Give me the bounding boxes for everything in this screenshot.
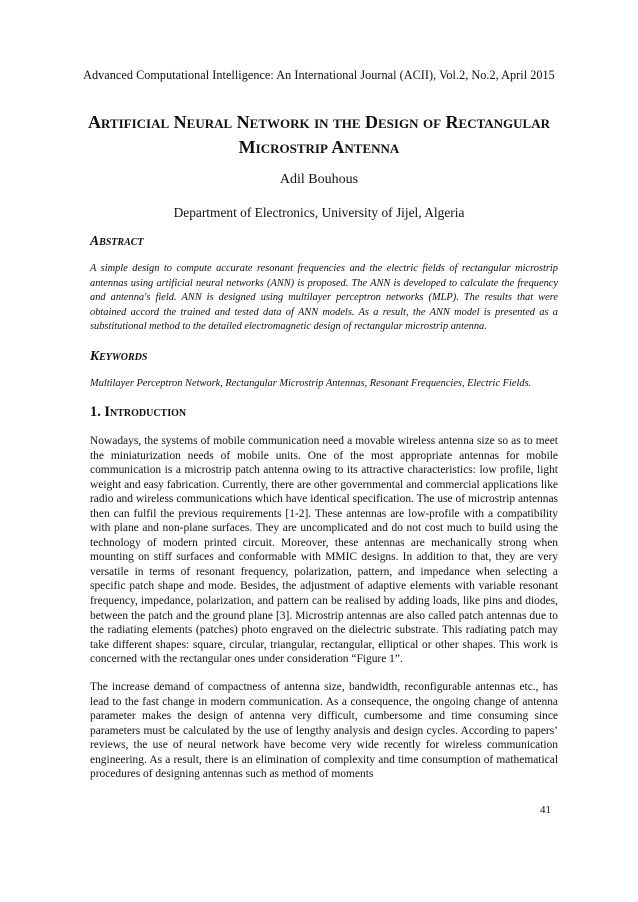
abstract-text: A simple design to compute accurate resonant frequencies and the electric fields of rectangular microstrip antennas using artificial neural networks (ANN) is proposed. The ANN is developed to calculate the frequency and antenna's field. ANN is designed using multilayer perceptron networks (MLP). The results that were obtained accord the trained and tested data of ANN models. As a result, the ANN model is presented as a substitutional method to the detailed electromagnetic design of rectangular microstrip antenna. [90, 263, 558, 333]
author-name: Adil Bouhous [279, 172, 359, 187]
page-number: 41 [540, 804, 551, 816]
abstract-heading: Abstract [90, 233, 144, 248]
introduction-heading: 1. Introduction [90, 404, 187, 420]
keywords-heading: Keywords [90, 348, 148, 363]
introduction-paragraph-2: The increase demand of compactness of antenna size, bandwidth, reconfigurable antennas etc., has lead to the fast change in modern communication. As a consequence, the ongoing change of antenna parameter makes the design of antenna very difficult, cumbersome and time consuming since parameters must be calculated by the use of lengthy analysis and design cycles. According to papers’ reviews, the use of neural network have become very wide recently for wireless communication engineering. As a result, there is an elimination of complexity and time consumption of mathematical procedures of designing antennas such as method of moments [90, 681, 558, 781]
running-header: Advanced Computational Intelligence: An International Journal (ACII), Vol.2, No.2, April 2015 [83, 68, 555, 82]
author-affiliation: Department of Electronics, University of Jijel, Algeria [173, 205, 465, 220]
keywords-text: Multilayer Perceptron Network, Rectangular Microstrip Antennas, Resonant Frequencies, Electric Fields. [90, 378, 532, 389]
paper-title: Artificial Neural Network in the Design of Rectangular Microstrip Antenna [87, 112, 551, 157]
introduction-paragraph-1: Nowadays, the systems of mobile communication need a movable wireless antenna size so as to meet the miniaturization needs of mobile units. One of the most appropriate antennas for mobile communication is a microstrip patch antenna owing to its attractive characteristics: low profile, light weight and easy fabrication. Currently, there are other governmental and commercial applications like radio and wireless communications which have identical specification. The use of microstrip antennas then can fulfil the previous requirements [1-2]. These antennas are low-profile with a compatibility with plane and non-plane surfaces. They are uncomplicated and do not cost much to build using the technology of modern printed circuit. Moreover, these antennas are mechanically strong when mounting on stiff surfaces and conformable with MMIC designs. In addition to that, they are very versatile in terms of resonant frequency, polarization, pattern, and impedance when selecting a specific patch shape and mode. Besides, the adjustment of adaptive elements with variable resonant frequency, impedance, polarization, and pattern can be realised by adding loads, like pins and diodes, between the patch and the ground plane [3]. Microstrip antennas are also called patch antennas due to the radiating elements (patches) photo engraved on the dielectric substrate. This radiating patch may take different shapes: square, circular, triangular, rectangular, elliptical or other shapes. This work is concerned with the rectangular ones under consideration “Figure 1”. [90, 435, 558, 666]
